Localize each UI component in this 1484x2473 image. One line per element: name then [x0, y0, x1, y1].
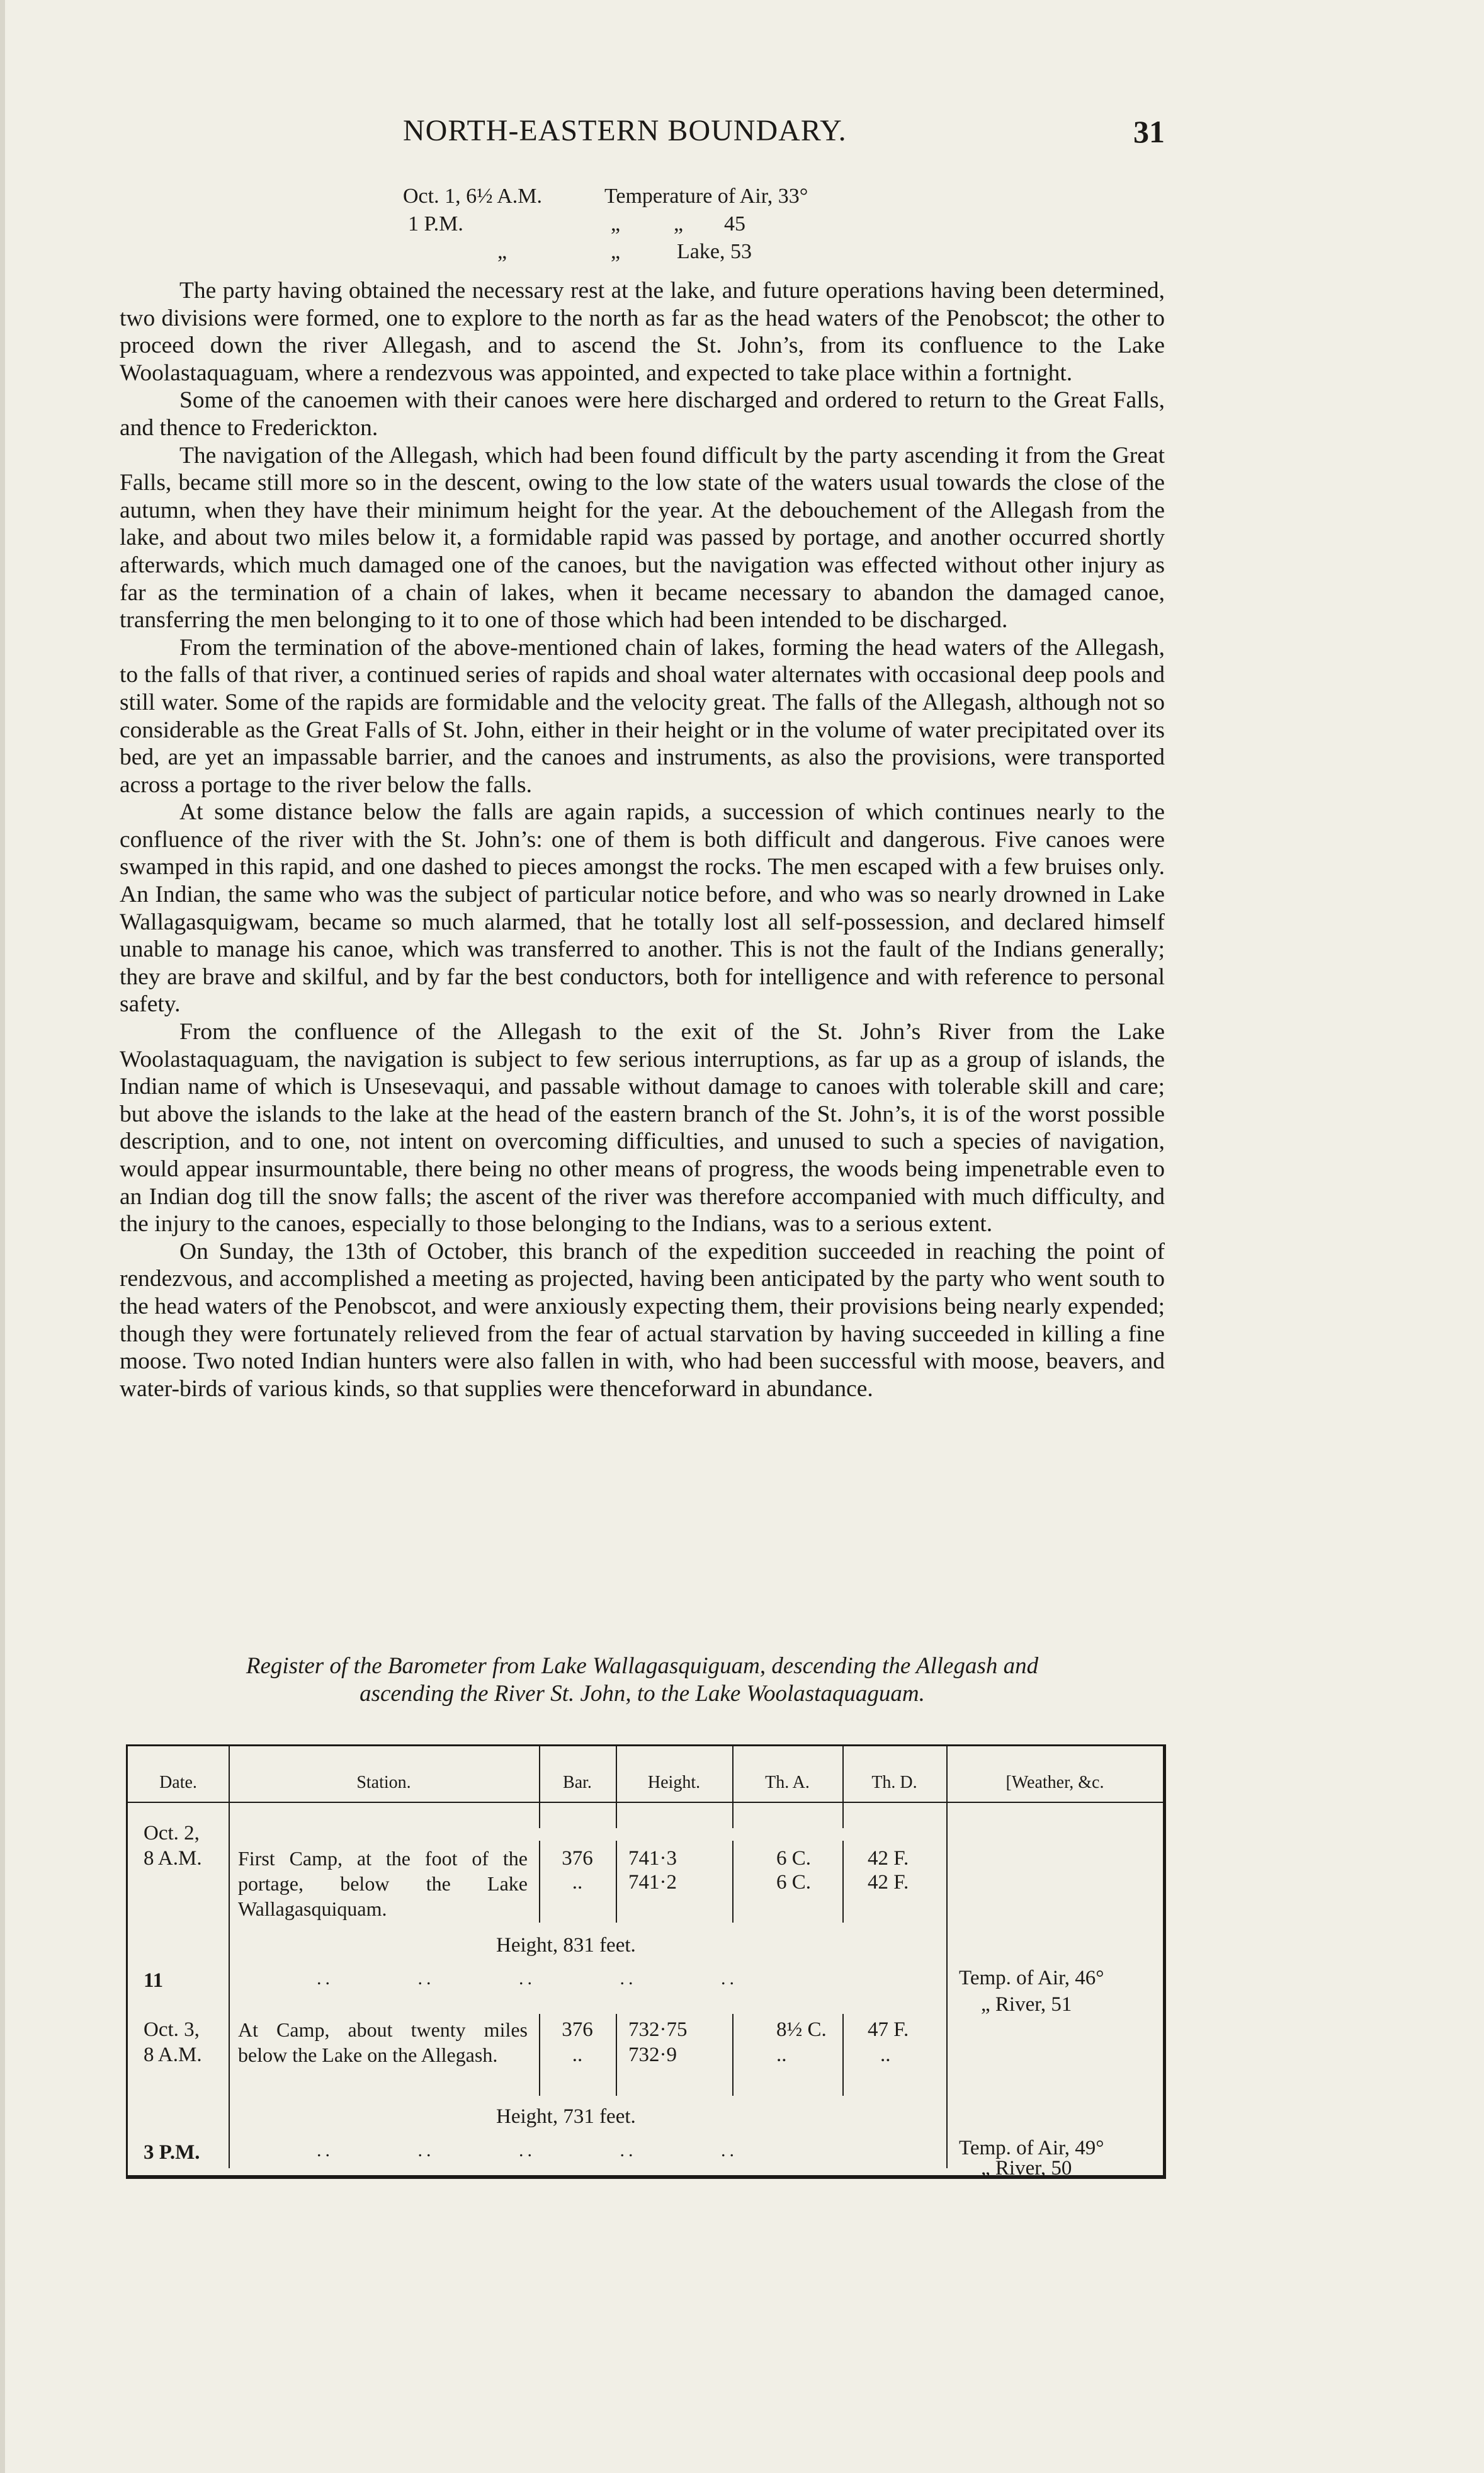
page-number: 31	[1133, 114, 1165, 149]
cell-height: 732·75	[628, 2018, 688, 2041]
paragraph: The party having obtained the necessary rest at the lake, and future operations having been determined, two divisions were formed, one to explore to the north as far as the head waters of the Penobscot; the other to proceed down the river Allegash, and to ascend the St. John’s, from its confluence to the Lake Woolastaquaguam, where a rendezvous was appointed, and expected to take place within a fortnight.	[120, 278, 1165, 386]
cell-bar: ..	[572, 2044, 583, 2066]
paragraph: At some distance below the falls are again rapids, a succession of which continues nearly to the confluence of the river with the St. John’s: one of them is both difficult and dangerous. Five canoes were swamped in this rapid, and one dashed to pieces amongst the rocks. The men escaped with a few bruises only. An Indian, the same who was the subject of particular notice before, and who was so nearly drowned in Lake Wallagasquigwam, became so much alarmed, that he totally lost all self-possession, and declared himself unable to manage his canoe, which was transferred to another. This is not the fault of the Indians generally; they are brave and skilful, and by far the best conductors, both for intelligence and with reference to personal safety.	[120, 799, 1165, 1018]
reading-value: 45	[724, 212, 745, 236]
register-title-line: Register of the Barometer from Lake Wallagasquiguam, descending the Allegash and	[246, 1653, 1039, 1679]
cell-height: 732·9	[628, 2044, 677, 2066]
cell-th-a: ..	[776, 2044, 787, 2066]
cell-date: 8 A.M.	[144, 2044, 202, 2066]
paragraph: On Sunday, the 13th of October, this branch of the expedition succeeded in reaching the point of rendezvous, and accomplished a meeting as projected, having been anticipated by the party who went south to the head waters of the Penobscot, and were anxiously expecting them, their provisions being nearly expended; though they were fortunately relieved from the fear of actual starvation by having succeeded in killing a fine moose. Two noted Indian hunters were also fallen in with, who had been successful with moose, beavers, and water-birds of various kinds, so that supplies were thenceforward in abundance.	[120, 1238, 1165, 1402]
cell-th-d: ..	[880, 2044, 891, 2066]
reading-time: Oct. 1, 6½ A.M.	[403, 185, 542, 208]
running-header	[120, 113, 1165, 157]
ditto-mark: „	[611, 240, 621, 263]
cell-th-d: 42 F.	[868, 1847, 909, 1870]
column-rule	[732, 2014, 734, 2096]
ditto-mark: „	[674, 212, 684, 236]
column-rule	[229, 1802, 230, 2168]
reading-time: 1 P.M.	[408, 212, 463, 236]
cell-th-d: 42 F.	[868, 1871, 909, 1894]
header-date: Date.	[159, 1773, 197, 1792]
column-rule	[842, 2014, 844, 2096]
cell-th-d: 47 F.	[868, 2018, 909, 2041]
cell-th-a: 6 C.	[776, 1847, 812, 1870]
register-title	[120, 1652, 1165, 1708]
ditto-dots: .. .. .. .. ..	[317, 2140, 738, 2161]
cell-weather: „ River, 51	[981, 1993, 1072, 2016]
body-text	[120, 277, 1165, 1402]
cell-date: 8 A.M.	[144, 1847, 202, 1870]
cell-weather: „ River, 50	[981, 2157, 1072, 2180]
cell-date: Oct. 3,	[144, 2018, 200, 2041]
cell-th-a: 8½ C.	[776, 2018, 827, 2041]
header-station: Station.	[356, 1773, 411, 1792]
running-title: NORTH-EASTERN BOUNDARY.	[403, 114, 847, 147]
column-rule	[616, 2014, 617, 2096]
paragraph: Some of the canoemen with their canoes were here discharged and ordered to return to the Great Falls, and thence to Frederickton.	[120, 387, 1165, 441]
column-rule	[732, 1841, 734, 1923]
cell-date: 3 P.M.	[144, 2141, 200, 2164]
register-title-line: ascending the River St. John, to the Lake Woolastaquaguam.	[360, 1681, 925, 1707]
ditto-dots: .. .. .. .. ..	[317, 1968, 738, 1989]
cell-date: 11	[144, 1969, 164, 1992]
barometer-register-table	[126, 1744, 1166, 2179]
cell-date: Oct. 2,	[144, 1822, 200, 1845]
column-rule	[616, 1841, 617, 1923]
height-note: Height, 731 feet.	[496, 2105, 636, 2128]
cell-height: 741·3	[628, 1847, 677, 1870]
column-rule	[946, 1802, 948, 2168]
header-th-a: Th. A.	[765, 1773, 810, 1792]
cell-weather: Temp. of Air, 46°	[959, 1967, 1104, 1989]
cell-station: At Camp, about twenty miles below the Lake on the Allegash.	[238, 2018, 528, 2066]
header-weather: [Weather, &c.	[1005, 1773, 1104, 1792]
cell-th-a: 6 C.	[776, 1871, 812, 1894]
cell-station: First Camp, at the foot of the portage, below the Lake Wallagasquiquam.	[238, 1847, 528, 1920]
ditto-mark: „	[611, 212, 621, 236]
ditto-mark: „	[497, 240, 507, 263]
cell-bar: ..	[572, 1871, 583, 1894]
header-th-d: Th. D.	[871, 1773, 917, 1792]
cell-bar: 376	[562, 1847, 593, 1870]
header-height: Height.	[647, 1773, 701, 1792]
paragraph: The navigation of the Allegash, which had been found difficult by the party ascending it from the Great Falls, became still more so in the descent, owing to the low state of the waters usual towards the close of the autumn, when they have their minimum height for the year. At the debouchement of the Allegash from the lake, and about two miles below it, a formidable rapid was passed by portage, and another occurred shortly afterwards, which much damaged one of the canoes, but the navigation was effected without other injury as far as the termination of a chain of lakes, when it became necessary to abandon the damaged canoe, transferring the men belonging to it to one of those which had been intended to be discharged.	[120, 442, 1165, 634]
paragraph: From the termination of the above-mentioned chain of lakes, forming the head waters of the Allegash, to the falls of that river, a continued series of rapids and shoal water alternates with occasional deep pools and still water. Some of the rapids are formidable and the velocity great. The falls of the Allegash, although not so considerable as the Great Falls of St. John, either in their height or in the volume of water precipitated over its bed, are yet an impassable barrier, and the canoes and instruments, as also the provisions, were transported across a portage to the river below the falls.	[120, 634, 1165, 798]
column-rule	[842, 1841, 844, 1923]
cell-bar: 376	[562, 2018, 593, 2041]
height-note: Height, 831 feet.	[496, 1934, 636, 1957]
paragraph: From the confluence of the Allegash to the exit of the St. John’s River from the Lake Woolastaquaguam, the navigation is subject to few serious interruptions, as far up as a group of islands, the Indian name of which is Unsesevaqui, and passable without damage to canoes with tolerable skill and care; but above the islands to the lake at the head of the eastern branch of the St. John’s, it is of the worst possible description, and to one, not intent on overcoming difficulties, and unused to such a species of navigation, would appear insurmountable, there being no other means of progress, the woods being impenetrable even to an Indian dog till the snow falls; the ascent of the river was therefore accompanied with much difficulty, and the injury to the canoes, especially to those belonging to the Indians, was to a serious extent.	[120, 1019, 1165, 1237]
cell-weather: Temp. of Air, 49°	[959, 2137, 1104, 2159]
cell-height: 741·2	[628, 1871, 677, 1894]
reading-value: Temperature of Air, 33°	[604, 185, 808, 208]
header-rule	[128, 1802, 1164, 1803]
header-bar: Bar.	[563, 1773, 592, 1792]
page-gutter	[0, 0, 5, 2473]
reading-value: Lake, 53	[677, 240, 752, 263]
